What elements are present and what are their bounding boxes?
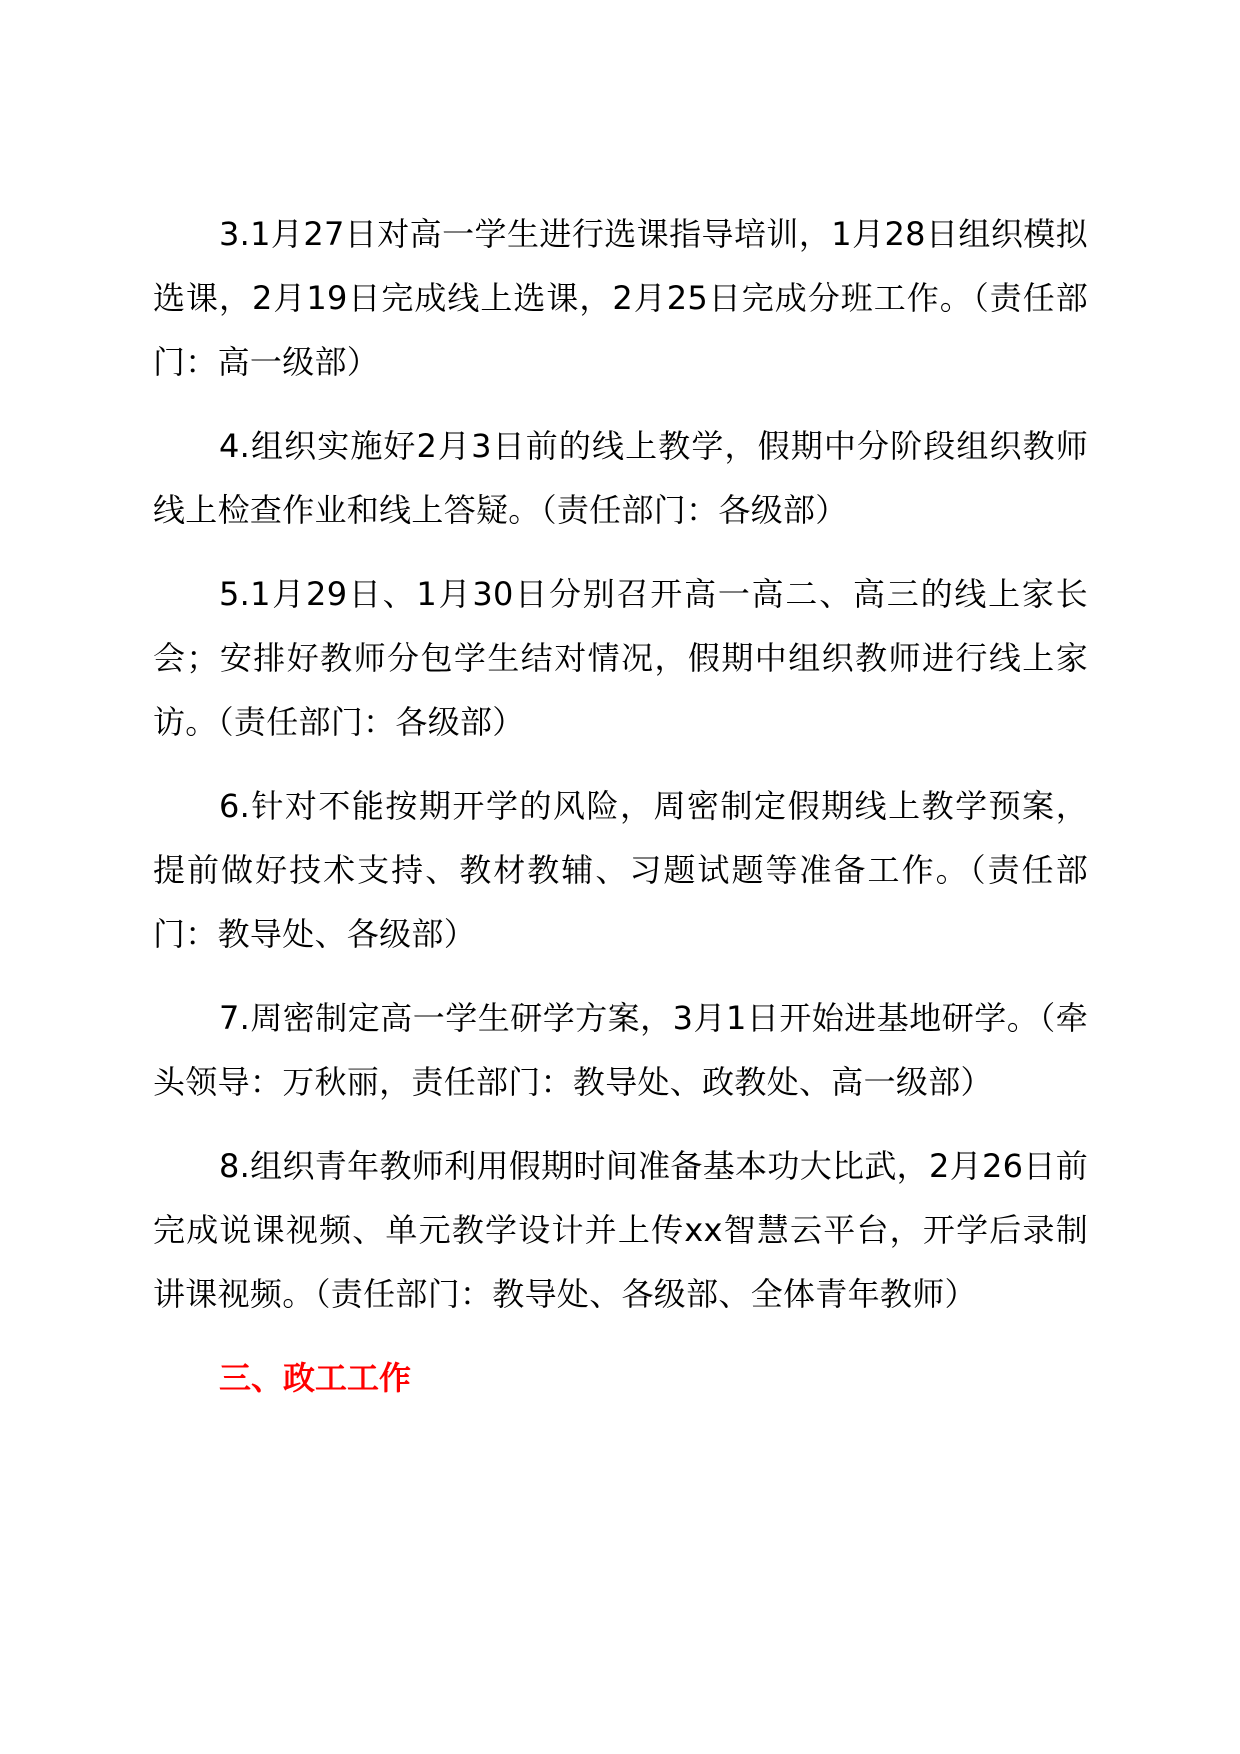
paragraph-item-7: 7.周密制定高一学生研学方案，3月1日开始进基地研学。（牵头领导：万秋丽，责任部门：教导处、政教处、高一级部） xyxy=(153,999,1088,1101)
paragraph-item-4: 4.组织实施好2月3日前的线上教学，假期中分阶段组织教师线上检查作业和线上答疑。（责任部门：各级部） xyxy=(153,427,1088,529)
section-heading: 三、政工工作 xyxy=(219,1359,412,1397)
paragraph-item-5: 5.1月29日、1月30日分别召开高一高二、高三的线上家长会；安排好教师分包学生结对情况，假期中组织教师进行线上家访。（责任部门：各级部） xyxy=(153,575,1088,741)
paragraph-item-8: 8.组织青年教师利用假期时间准备基本功大比武，2月26日前完成说课视频、单元教学设计并上传xx智慧云平台，开学后录制讲课视频。（责任部门：教导处、各级部、全体青年教师） xyxy=(153,1147,1088,1313)
paragraph-item-3: 3.1月27日对高一学生进行选课指导培训，1月28日组织模拟选课，2月19日完成线上选课，2月25日完成分班工作。（责任部门：高一级部） xyxy=(153,215,1088,381)
paragraph-item-6: 6.针对不能按期开学的风险，周密制定假期线上教学预案，提前做好技术支持、教材教辅、习题试题等准备工作。（责任部门：教导处、各级部） xyxy=(153,787,1088,953)
document-body xyxy=(153,202,1088,1410)
